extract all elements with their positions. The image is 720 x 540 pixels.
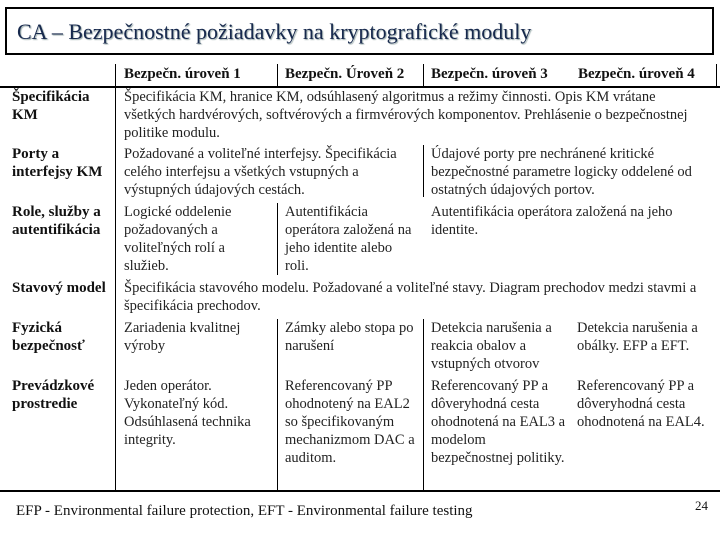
row-label-operating-environment: Prevádzkové prostredie [12, 378, 95, 412]
divider [277, 64, 278, 86]
header-level-1: Bezpečn. úroveň 1 [124, 66, 241, 82]
cell: Detekcia narušenia a obálky. EFP a EFT. [577, 320, 698, 354]
row-label-ports: Porty a interfejsy KM [12, 146, 103, 180]
cell: Autentifikácia operátora založená na jeho identite alebo roli. [285, 204, 412, 274]
cell: Logické oddelenie požadovaných a voliteľných rolí a služieb. [124, 204, 232, 274]
row-label-roles: Role, služby a autentifikácia [12, 204, 101, 238]
cell: Referencovaný PP a dôveryhodná cesta ohodnotená na EAL4. [577, 378, 705, 430]
cell: Jeden operátor. Vykonateľný kód. Odsúhlasená technika integrity. [124, 378, 251, 448]
cell: Referencovaný PP ohodnotený na EAL2 so špecifikovaným mechanizmom DAC a auditom. [285, 378, 415, 466]
divider [423, 64, 424, 86]
cell: Požadované a voliteľné interfejsy. Špecifikácia celého interfejsu a všetkých vstupných a výstupných údajových cestách. [124, 146, 397, 198]
header-level-3: Bezpečn. úroveň 3 [431, 66, 548, 82]
divider [423, 319, 424, 491]
row-label-physical-security: Fyzická bezpečnosť [12, 320, 85, 354]
divider [277, 319, 278, 491]
row-label-state-model: Stavový model [12, 280, 106, 296]
header-level-2: Bezpečn. Úroveň 2 [285, 66, 405, 82]
header-level-4: Bezpečn. úroveň 4 [578, 66, 695, 82]
cell: Špecifikácia KM, hranice KM, odsúhlasený algoritmus a režimy činnosti. Opis KM vrátane všetkých hardvérových, softvérových a firmvérových komponentov. Prehlásenie o bezpečnostnej politike modulu. [124, 89, 688, 141]
page-number: 24 [695, 498, 708, 513]
bottom-rule [0, 490, 720, 492]
divider [716, 64, 717, 86]
divider [277, 203, 278, 275]
cell: Zariadenia kvalitnej výroby [124, 320, 241, 354]
cell: Zámky alebo stopa po narušení [285, 320, 414, 354]
divider [423, 145, 424, 197]
cell: Údajové porty pre nechránené kritické bezpečnostné parametre logicky oddelené od ostatných údajových portov. [431, 146, 692, 198]
divider [115, 64, 116, 491]
cell: Referencovaný PP a dôveryhodná cesta ohodnotená na EAL3 a modelom bezpečnostnej politiky. [431, 378, 566, 466]
title-box [5, 7, 714, 55]
cell: Autentifikácia operátora založená na jeho identite. [431, 204, 673, 238]
footnote: EFP - Environmental failure protection, EFT - Environmental failure testing [16, 503, 473, 519]
row-label-specification: Špecifikácia KM [12, 89, 90, 123]
slide-title: CA – Bezpečnostné požiadavky na kryptografické moduly [17, 19, 532, 44]
cell: Špecifikácia stavového modelu. Požadované a voliteľné stavy. Diagram prechodov medzi stavmi a špecifikácia prechodov. [124, 280, 697, 314]
cell: Detekcia narušenia a reakcia obalov a vstupných otvorov [431, 320, 552, 372]
